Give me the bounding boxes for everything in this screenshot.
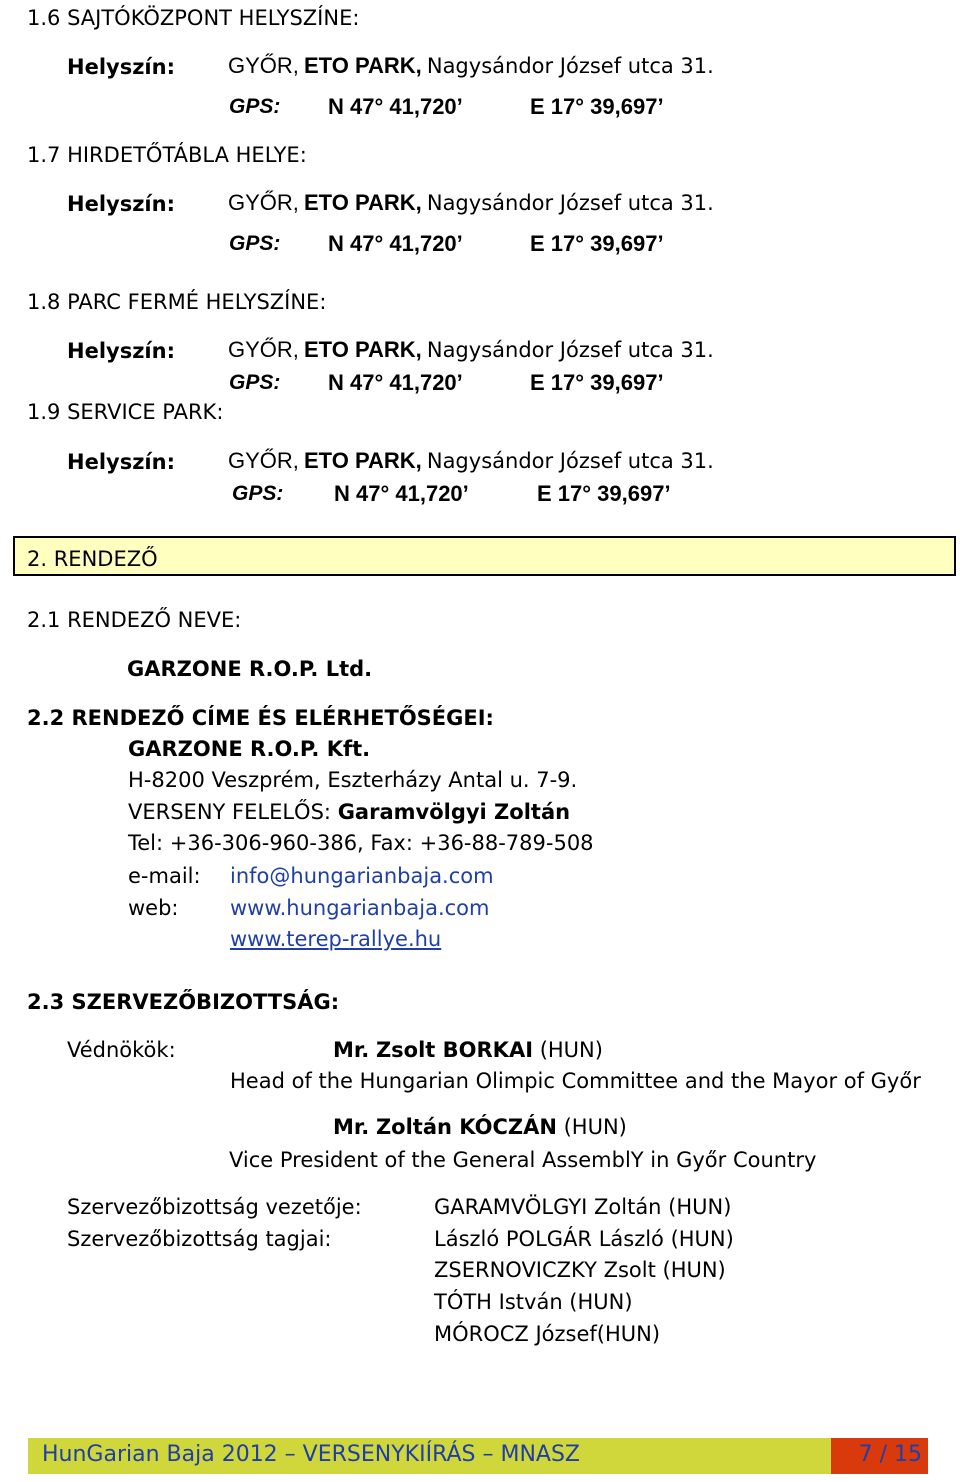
venue: ETO PARK, [304, 448, 422, 473]
committee-member: ZSERNOVICZKY Zsolt (HUN) [434, 1258, 726, 1282]
gps-east: E 17° 39,697’ [537, 481, 671, 506]
venue: ETO PARK, [304, 53, 422, 78]
street: Nagysándor József utca 31. [426, 54, 714, 78]
gps-east: E 17° 39,697’ [530, 370, 664, 395]
page-number: 7 / 15 [858, 1442, 922, 1467]
patron-title: Mr. [333, 1038, 370, 1062]
race-officer [128, 800, 570, 824]
section-2-2-heading: 2.2 RENDEZŐ CÍME ÉS ELÉRHETŐSÉGEI: [27, 706, 494, 730]
section-1-9-heading: 1.9 SERVICE PARK: [27, 400, 224, 424]
race-officer-label: VERSENY FELELŐS: [128, 800, 331, 824]
web-link-secondary[interactable]: www.terep-rallye.hu [230, 927, 442, 951]
section-1-6-heading: 1.6 SAJTÓKÖZPONT HELYSZÍNE: [27, 6, 360, 30]
patron-name: Zoltán KÓCZÁN [375, 1115, 557, 1139]
web-link[interactable]: www.hungarianbaja.com [230, 896, 490, 920]
page-number-box [831, 1438, 928, 1474]
street: Nagysándor József utca 31. [426, 449, 714, 473]
patrons-label: Védnökök: [67, 1038, 176, 1062]
email-link[interactable]: info@hungarianbaja.com [230, 864, 494, 888]
gps-north: N 47° 41,720’ [328, 370, 463, 395]
section-1-8-heading: 1.8 PARC FERMÉ HELYSZÍNE: [27, 290, 327, 314]
section-2-3-heading: 2.3 SZERVEZŐBIZOTTSÁG: [27, 990, 340, 1014]
phone-fax: Tel: +36-306-960-386, Fax: +36-88-789-508 [128, 831, 594, 855]
web-label: web: [128, 896, 179, 920]
location-address [228, 337, 714, 363]
committee-leader-label: Szervezőbizottság vezetője: [67, 1195, 362, 1219]
patron-name: Zsolt BORKAI [375, 1038, 534, 1062]
gps-east: E 17° 39,697’ [530, 231, 664, 256]
gps-north: N 47° 41,720’ [328, 94, 463, 119]
street: Nagysándor József utca 31. [426, 338, 714, 362]
venue: ETO PARK, [304, 337, 422, 362]
gps-north: N 47° 41,720’ [328, 231, 463, 256]
patron-1 [333, 1038, 603, 1062]
organizer-address: H-8200 Veszprém, Eszterházy Antal u. 7-9. [128, 768, 578, 792]
location-address [228, 190, 714, 216]
gps-east: E 17° 39,697’ [530, 94, 664, 119]
patron-1-role: Head of the Hungarian Olimpic Committee and the Mayor of Győr [230, 1069, 921, 1093]
location-label: Helyszín: [67, 192, 175, 216]
gps-label: GPS: [232, 482, 284, 505]
location-address [228, 448, 714, 474]
patron-2-role: Vice President of the General AssemblY in Győr Country [229, 1148, 817, 1172]
city: GYŐR, [228, 53, 299, 78]
venue: ETO PARK, [304, 190, 422, 215]
footer-bar [28, 1438, 928, 1474]
gps-label: GPS: [229, 232, 281, 255]
committee-member: László POLGÁR László (HUN) [434, 1227, 734, 1251]
section-1-7-heading: 1.7 HIRDETŐTÁBLA HELYE: [27, 143, 307, 167]
footer-title: HunGarian Baja 2012 – VERSENYKIÍRÁS – MNASZ [42, 1442, 580, 1467]
gps-north: N 47° 41,720’ [334, 481, 469, 506]
section-2-heading: 2. RENDEZŐ [27, 547, 158, 571]
city: GYŐR, [228, 337, 299, 362]
location-label: Helyszín: [67, 450, 175, 474]
location-label: Helyszín: [67, 55, 175, 79]
patron-country: (HUN) [539, 1038, 603, 1062]
gps-label: GPS: [229, 371, 281, 394]
section-2-1-heading: 2.1 RENDEZŐ NEVE: [27, 608, 242, 632]
street: Nagysándor József utca 31. [426, 191, 714, 215]
committee-leader: GARAMVÖLGYI Zoltán (HUN) [434, 1195, 732, 1219]
committee-member: TÓTH István (HUN) [434, 1290, 633, 1314]
organizer-company: GARZONE R.O.P. Kft. [128, 737, 371, 761]
organizer-name: GARZONE R.O.P. Ltd. [127, 657, 373, 681]
city: GYŐR, [228, 190, 299, 215]
gps-label: GPS: [229, 95, 281, 118]
patron-2 [333, 1115, 627, 1139]
city: GYŐR, [228, 448, 299, 473]
race-officer-name: Garamvölgyi Zoltán [337, 800, 571, 824]
email-label: e-mail: [128, 864, 201, 888]
location-address [228, 53, 714, 79]
committee-member: MÓROCZ József(HUN) [434, 1322, 661, 1346]
patron-country: (HUN) [563, 1115, 627, 1139]
location-label: Helyszín: [67, 339, 175, 363]
committee-members-label: Szervezőbizottság tagjai: [67, 1227, 332, 1251]
patron-title: Mr. [333, 1115, 370, 1139]
